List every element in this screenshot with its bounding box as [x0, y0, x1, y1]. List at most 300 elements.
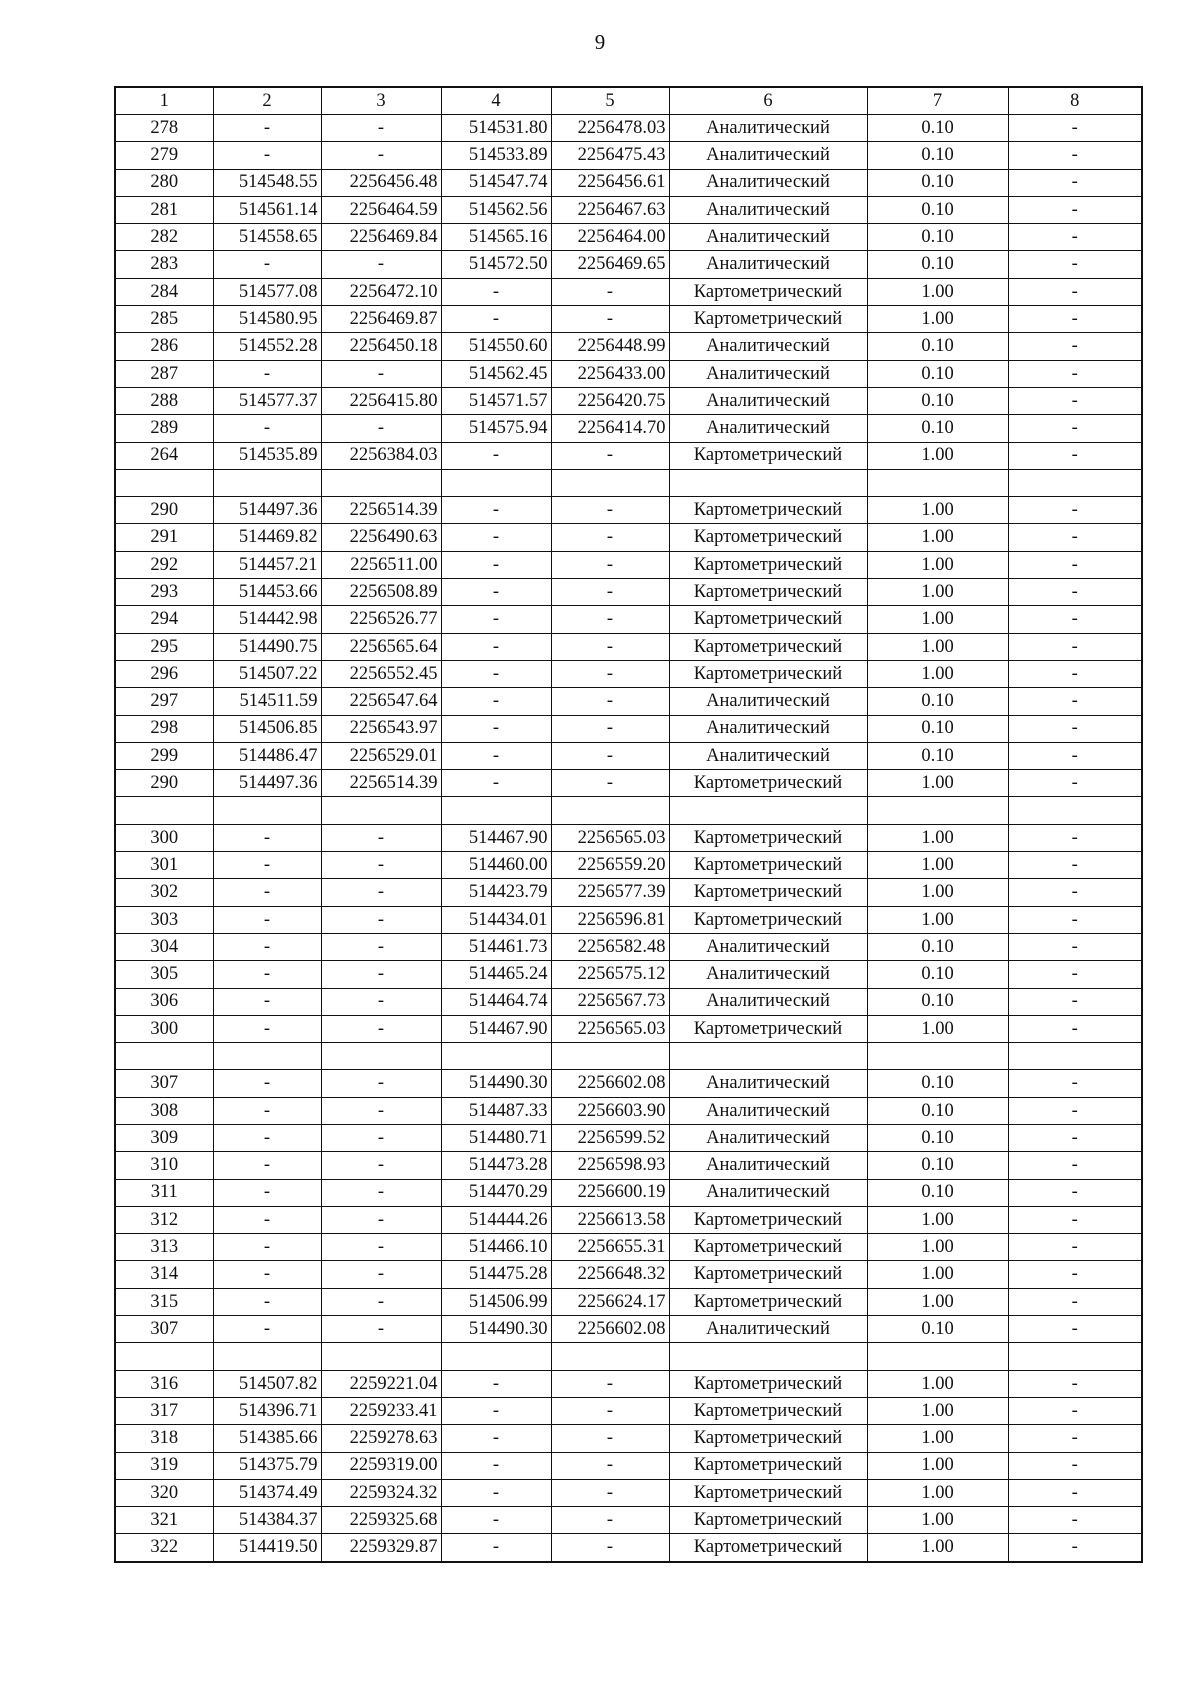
column-header: 5 [551, 87, 669, 115]
table-cell: 2256420.75 [551, 387, 669, 414]
table-cell: - [1008, 879, 1142, 906]
table-cell: 298 [115, 715, 213, 742]
table-cell: 2256565.03 [551, 1015, 669, 1042]
table-cell: 308 [115, 1097, 213, 1124]
table-cell: Картометрический [669, 278, 867, 305]
table-cell: - [1008, 1261, 1142, 1288]
table-cell: 2256464.59 [321, 196, 441, 223]
table-cell: 320 [115, 1479, 213, 1506]
table-cell: - [441, 306, 551, 333]
table-cell: - [551, 1397, 669, 1424]
table-row [115, 1015, 1142, 1042]
table-cell: 514533.89 [441, 142, 551, 169]
table-cell: 295 [115, 633, 213, 660]
table-cell: 514396.71 [213, 1397, 321, 1424]
table-cell: - [1008, 169, 1142, 196]
table-cell: 317 [115, 1397, 213, 1424]
table-cell: - [1008, 715, 1142, 742]
table-cell: 296 [115, 660, 213, 687]
table-cell: 2256526.77 [321, 606, 441, 633]
table-cell: Картометрический [669, 551, 867, 578]
table-cell: 514580.95 [213, 306, 321, 333]
table-cell: 2256467.63 [551, 196, 669, 223]
table-cell: 0.10 [867, 115, 1008, 142]
table-cell: - [551, 1452, 669, 1479]
table-cell: - [441, 1452, 551, 1479]
table-cell: 514486.47 [213, 742, 321, 769]
table-cell: - [551, 633, 669, 660]
table-cell: 2256613.58 [551, 1206, 669, 1233]
table-cell: 322 [115, 1534, 213, 1562]
table-cell: 2259329.87 [321, 1534, 441, 1562]
table-cell: - [321, 1288, 441, 1315]
table-cell: 514419.50 [213, 1534, 321, 1562]
table-cell: 290 [115, 770, 213, 797]
table-cell: - [213, 852, 321, 879]
table-cell: Картометрический [669, 442, 867, 469]
table-cell: 1.00 [867, 551, 1008, 578]
table-cell: 2256567.73 [551, 988, 669, 1015]
column-header: 4 [441, 87, 551, 115]
table-cell: 0.10 [867, 933, 1008, 960]
table-cell: - [441, 660, 551, 687]
table-cell: - [213, 906, 321, 933]
table-cell: - [213, 988, 321, 1015]
table-cell: - [1008, 1316, 1142, 1343]
table-cell: - [551, 306, 669, 333]
table-cell: 2256469.65 [551, 251, 669, 278]
table-cell [441, 1343, 551, 1370]
table-row [115, 1152, 1142, 1179]
table-cell [669, 469, 867, 496]
table-cell: 2256450.18 [321, 333, 441, 360]
table-cell: 514453.66 [213, 579, 321, 606]
table-cell: 318 [115, 1425, 213, 1452]
table-cell: - [1008, 115, 1142, 142]
table-cell: 514375.79 [213, 1452, 321, 1479]
table-cell: - [551, 660, 669, 687]
table-cell: - [1008, 251, 1142, 278]
table-cell: 514457.21 [213, 551, 321, 578]
table-row [115, 224, 1142, 251]
table-cell [213, 1043, 321, 1070]
table-cell: 312 [115, 1206, 213, 1233]
table-cell: 0.10 [867, 169, 1008, 196]
table-row [115, 1288, 1142, 1315]
table-cell: 2256414.70 [551, 415, 669, 442]
table-cell: 1.00 [867, 770, 1008, 797]
table-row [115, 1397, 1142, 1424]
table-cell: 514467.90 [441, 1015, 551, 1042]
table-cell: Картометрический [669, 579, 867, 606]
table-cell [441, 469, 551, 496]
table-cell: Картометрический [669, 770, 867, 797]
table-cell: 2256511.00 [321, 551, 441, 578]
table-cell: - [1008, 906, 1142, 933]
table-cell: 286 [115, 333, 213, 360]
table-row [115, 715, 1142, 742]
table-cell: 514572.50 [441, 251, 551, 278]
table-cell: - [441, 1479, 551, 1506]
table-row [115, 1206, 1142, 1233]
table-cell: - [1008, 1097, 1142, 1124]
table-cell: 514460.00 [441, 852, 551, 879]
table-cell: 2256529.01 [321, 742, 441, 769]
table-cell: - [321, 1124, 441, 1151]
table-cell: - [321, 1261, 441, 1288]
table-cell: Картометрический [669, 497, 867, 524]
table-cell: Аналитический [669, 1070, 867, 1097]
table-cell: Картометрический [669, 524, 867, 551]
table-cell: 309 [115, 1124, 213, 1151]
table-cell: - [213, 879, 321, 906]
table-row [115, 660, 1142, 687]
table-row [115, 1370, 1142, 1397]
table-cell: - [441, 442, 551, 469]
table-cell: 0.10 [867, 1152, 1008, 1179]
table-cell: 1.00 [867, 306, 1008, 333]
table-cell: 1.00 [867, 1370, 1008, 1397]
table-cell: - [213, 1288, 321, 1315]
table-cell: Аналитический [669, 1179, 867, 1206]
table-cell: - [1008, 196, 1142, 223]
table-cell: 1.00 [867, 1288, 1008, 1315]
table-cell: Аналитический [669, 415, 867, 442]
table-row [115, 1534, 1142, 1562]
table-row [115, 1070, 1142, 1097]
table-cell: 1.00 [867, 442, 1008, 469]
table-cell: 514490.30 [441, 1316, 551, 1343]
table-cell: 299 [115, 742, 213, 769]
table-cell: 2256448.99 [551, 333, 669, 360]
column-header: 7 [867, 87, 1008, 115]
table-cell: - [213, 961, 321, 988]
column-header: 8 [1008, 87, 1142, 115]
table-cell: 0.10 [867, 961, 1008, 988]
table-cell: - [213, 115, 321, 142]
table-cell: 2256575.12 [551, 961, 669, 988]
table-cell: 2256472.10 [321, 278, 441, 305]
table-cell: 0.10 [867, 224, 1008, 251]
table-cell: 1.00 [867, 824, 1008, 851]
table-cell: 514475.28 [441, 1261, 551, 1288]
table-cell: - [551, 1507, 669, 1534]
table-cell: 294 [115, 606, 213, 633]
table-cell: Аналитический [669, 1152, 867, 1179]
table-cell: 2256547.64 [321, 688, 441, 715]
table-row [115, 852, 1142, 879]
table-cell: - [213, 1316, 321, 1343]
table-cell [213, 469, 321, 496]
table-cell: 514507.22 [213, 660, 321, 687]
table-row [115, 551, 1142, 578]
table-cell: 2256456.61 [551, 169, 669, 196]
table-row [115, 1479, 1142, 1506]
table-cell: 1.00 [867, 1452, 1008, 1479]
table-cell: 514531.80 [441, 115, 551, 142]
table-cell: Картометрический [669, 306, 867, 333]
table-cell: - [551, 1425, 669, 1452]
table-cell: 1.00 [867, 278, 1008, 305]
table-cell: 2259278.63 [321, 1425, 441, 1452]
table-cell: 1.00 [867, 606, 1008, 633]
table-cell: 1.00 [867, 1234, 1008, 1261]
table-cell: Картометрический [669, 1397, 867, 1424]
table-cell: Картометрический [669, 1370, 867, 1397]
table-cell: 514487.33 [441, 1097, 551, 1124]
table-row [115, 169, 1142, 196]
table-cell: - [321, 251, 441, 278]
table-cell: - [213, 933, 321, 960]
table-cell: Картометрический [669, 1234, 867, 1261]
table-cell: 311 [115, 1179, 213, 1206]
table-cell: - [441, 551, 551, 578]
table-cell: - [213, 1179, 321, 1206]
table-cell: Картометрический [669, 1261, 867, 1288]
table-cell: - [441, 633, 551, 660]
table-cell: Аналитический [669, 715, 867, 742]
table-cell: - [551, 770, 669, 797]
table-cell [321, 1043, 441, 1070]
table-cell: 514423.79 [441, 879, 551, 906]
table-cell: - [321, 415, 441, 442]
table-cell: 2256543.97 [321, 715, 441, 742]
table-cell [867, 1343, 1008, 1370]
table-cell: 514461.73 [441, 933, 551, 960]
table-cell: - [321, 852, 441, 879]
table-cell: - [1008, 1288, 1142, 1315]
table-cell: Аналитический [669, 1316, 867, 1343]
table-cell: - [213, 1261, 321, 1288]
table-row [115, 1316, 1142, 1343]
table-cell: 310 [115, 1152, 213, 1179]
table-cell: 2256565.64 [321, 633, 441, 660]
table-cell [441, 797, 551, 824]
table-cell: 514552.28 [213, 333, 321, 360]
table-cell: 2256599.52 [551, 1124, 669, 1151]
column-header: 6 [669, 87, 867, 115]
table-cell [1008, 469, 1142, 496]
table-cell: 2256469.84 [321, 224, 441, 251]
table-cell: 514558.65 [213, 224, 321, 251]
table-cell: 2256433.00 [551, 360, 669, 387]
table-cell: 514469.82 [213, 524, 321, 551]
table-cell: Картометрический [669, 1015, 867, 1042]
table-cell: - [1008, 1152, 1142, 1179]
table-cell: 514577.08 [213, 278, 321, 305]
table-row [115, 1507, 1142, 1534]
table-cell: 279 [115, 142, 213, 169]
table-cell: 514507.82 [213, 1370, 321, 1397]
table-cell: - [441, 1370, 551, 1397]
table-cell: 2256469.87 [321, 306, 441, 333]
table-cell: 514473.28 [441, 1152, 551, 1179]
table-cell: - [551, 278, 669, 305]
table-cell: 292 [115, 551, 213, 578]
table-cell: 514464.74 [441, 988, 551, 1015]
table-cell: 1.00 [867, 1397, 1008, 1424]
table-cell: 514562.56 [441, 196, 551, 223]
table-cell [115, 1043, 213, 1070]
table-cell: - [1008, 333, 1142, 360]
table-row [115, 1261, 1142, 1288]
table-cell: 281 [115, 196, 213, 223]
table-cell: - [441, 688, 551, 715]
table-cell: 0.10 [867, 387, 1008, 414]
table-row [115, 961, 1142, 988]
table-cell: - [1008, 1425, 1142, 1452]
table-cell: 1.00 [867, 906, 1008, 933]
table-cell: 514497.36 [213, 497, 321, 524]
table-row-separator [115, 797, 1142, 824]
table-cell [321, 797, 441, 824]
table-cell: Картометрический [669, 1206, 867, 1233]
table-cell: Аналитический [669, 360, 867, 387]
table-cell: - [1008, 387, 1142, 414]
table-cell: 0.10 [867, 688, 1008, 715]
table-cell: Аналитический [669, 251, 867, 278]
table-cell: 514490.30 [441, 1070, 551, 1097]
table-cell: 0.10 [867, 1179, 1008, 1206]
table-cell: 2259319.00 [321, 1452, 441, 1479]
page-number: 9 [594, 30, 606, 54]
table-cell: - [441, 1534, 551, 1562]
table-cell: 285 [115, 306, 213, 333]
table-cell: 0.10 [867, 1070, 1008, 1097]
table-cell: Аналитический [669, 224, 867, 251]
table-cell: 514466.10 [441, 1234, 551, 1261]
table-cell: Аналитический [669, 196, 867, 223]
table-cell: - [1008, 497, 1142, 524]
table-cell: 1.00 [867, 879, 1008, 906]
table-cell: Картометрический [669, 1452, 867, 1479]
table-cell: 2259233.41 [321, 1397, 441, 1424]
table-cell: - [441, 742, 551, 769]
table-cell: 282 [115, 224, 213, 251]
table-cell: 2256648.32 [551, 1261, 669, 1288]
table-cell: Аналитический [669, 1097, 867, 1124]
table-cell: 0.10 [867, 415, 1008, 442]
table-cell: 297 [115, 688, 213, 715]
table-cell: 316 [115, 1370, 213, 1397]
table-cell: 514442.98 [213, 606, 321, 633]
table-cell [321, 469, 441, 496]
table-cell: Картометрический [669, 906, 867, 933]
table-cell: - [551, 715, 669, 742]
table-cell: 315 [115, 1288, 213, 1315]
table-cell: - [441, 770, 551, 797]
table-row [115, 306, 1142, 333]
table-row [115, 1425, 1142, 1452]
table-cell: 2256415.80 [321, 387, 441, 414]
table-row [115, 988, 1142, 1015]
table-cell: 283 [115, 251, 213, 278]
table-cell: 278 [115, 115, 213, 142]
table-cell: 2256508.89 [321, 579, 441, 606]
table-cell: Аналитический [669, 961, 867, 988]
table-cell: 289 [115, 415, 213, 442]
table-cell: - [321, 879, 441, 906]
table-cell: - [1008, 1206, 1142, 1233]
table-cell: 0.10 [867, 360, 1008, 387]
table-cell: 514548.55 [213, 169, 321, 196]
table-cell: 514465.24 [441, 961, 551, 988]
table-cell: Аналитический [669, 142, 867, 169]
table-row [115, 278, 1142, 305]
table-cell: - [213, 1015, 321, 1042]
table-cell [115, 1343, 213, 1370]
table-cell: - [441, 1425, 551, 1452]
table-cell: Картометрический [669, 852, 867, 879]
table-cell: 1.00 [867, 1015, 1008, 1042]
table-cell [213, 797, 321, 824]
table-cell: 2256582.48 [551, 933, 669, 960]
table-cell: 302 [115, 879, 213, 906]
table-cell: - [441, 1397, 551, 1424]
table-cell: - [321, 824, 441, 851]
table-row [115, 360, 1142, 387]
table-cell: 2259325.68 [321, 1507, 441, 1534]
table-cell: 2256596.81 [551, 906, 669, 933]
table-cell: 290 [115, 497, 213, 524]
table-cell: - [1008, 1479, 1142, 1506]
table-cell [115, 469, 213, 496]
table-cell: - [551, 688, 669, 715]
table-cell: - [441, 497, 551, 524]
table-cell: - [1008, 961, 1142, 988]
table-row [115, 688, 1142, 715]
table-cell: - [1008, 579, 1142, 606]
table-cell [669, 1043, 867, 1070]
table-cell: 514550.60 [441, 333, 551, 360]
table-cell: 301 [115, 852, 213, 879]
table-row [115, 387, 1142, 414]
table-cell: 514506.85 [213, 715, 321, 742]
table-cell: 514562.45 [441, 360, 551, 387]
column-header: 1 [115, 87, 213, 115]
table-cell: Аналитический [669, 933, 867, 960]
table-cell: Картометрический [669, 633, 867, 660]
table-cell: Картометрический [669, 1479, 867, 1506]
table-cell [551, 1043, 669, 1070]
table-cell [213, 1343, 321, 1370]
table-cell: Картометрический [669, 660, 867, 687]
table-cell: 2256514.39 [321, 497, 441, 524]
table-cell: 2256514.39 [321, 770, 441, 797]
table-cell: - [1008, 442, 1142, 469]
table-cell: - [213, 1206, 321, 1233]
table-cell: Картометрический [669, 1507, 867, 1534]
table-cell: - [1008, 742, 1142, 769]
table-cell: 0.10 [867, 715, 1008, 742]
table-cell: 2259221.04 [321, 1370, 441, 1397]
table-cell: - [321, 961, 441, 988]
table-cell: - [1008, 770, 1142, 797]
table-cell: - [213, 1097, 321, 1124]
table-cell: - [551, 551, 669, 578]
table-cell: 264 [115, 442, 213, 469]
table-cell: 2256475.43 [551, 142, 669, 169]
table-cell: 319 [115, 1452, 213, 1479]
table-cell: 514490.75 [213, 633, 321, 660]
table-row-separator [115, 1343, 1142, 1370]
table-cell: 514535.89 [213, 442, 321, 469]
table-cell: 0.10 [867, 251, 1008, 278]
table-cell: 2256490.63 [321, 524, 441, 551]
table-cell: - [321, 1097, 441, 1124]
table-cell: 1.00 [867, 852, 1008, 879]
table-row [115, 497, 1142, 524]
